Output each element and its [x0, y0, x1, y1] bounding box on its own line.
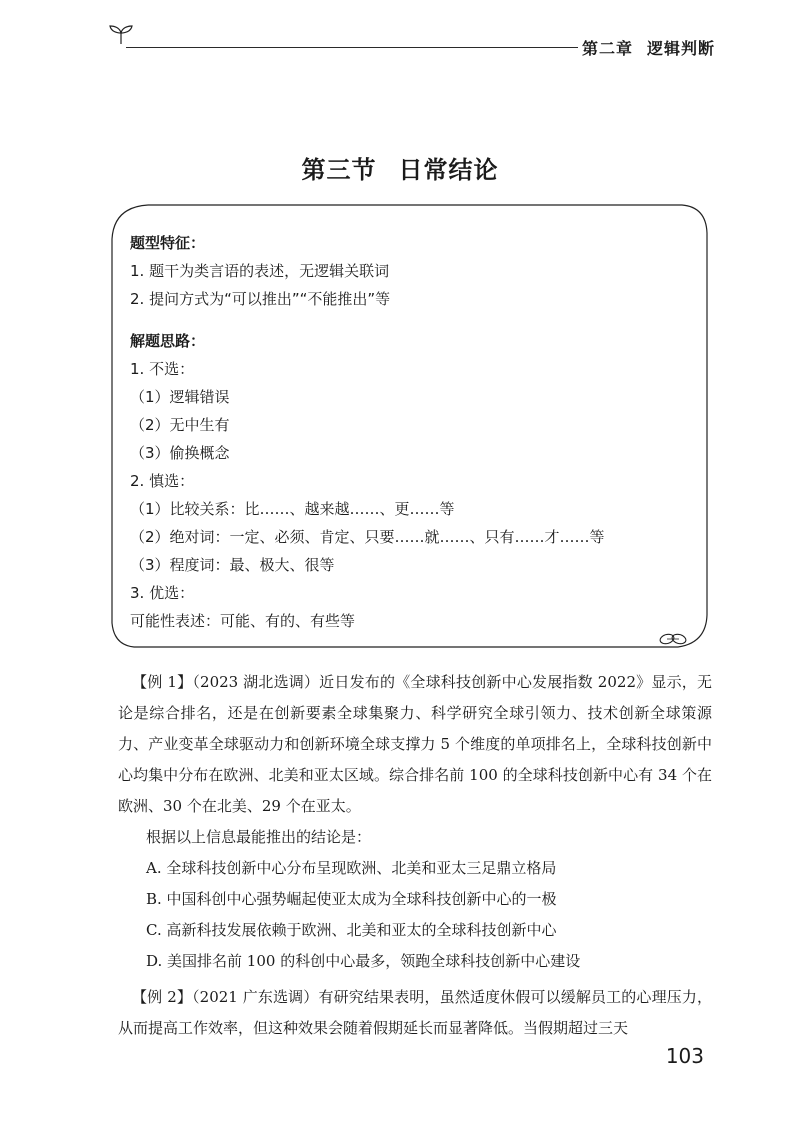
approach-heading: 解题思路：: [130, 332, 206, 350]
section-number: 第三节: [301, 155, 377, 184]
approach-item: （1）逻辑错误: [130, 388, 230, 406]
option-b: B. 中国科创中心强势崛起使亚太成为全球科技创新中心的一极: [146, 890, 557, 908]
example-1-question: 根据以上信息最能推出的结论是：: [146, 828, 372, 846]
example-2: [118, 982, 712, 1044]
approach-item: （3）程度词：最、极大、很等: [130, 556, 335, 574]
chapter-title: 逻辑判断: [647, 39, 716, 58]
feature-item: 2. 提问方式为“可以推出”“不能推出”等: [130, 290, 391, 308]
approach-item: （1）比较关系：比……、越来越……、更……等: [130, 500, 455, 518]
approach-item: （2）绝对词：一定、必须、肯定、只要……就……、只有……才……等: [130, 528, 605, 546]
example-1: [118, 667, 712, 977]
section-name: 日常结论: [398, 155, 499, 184]
option-c: C. 高新科技发展依赖于欧洲、北美和亚太的全球科技创新中心: [146, 921, 557, 939]
option-d: D. 美国排名前 100 的科创中心最多，领跑全球科技创新中心建设: [146, 952, 581, 970]
chapter-number: 第二章: [582, 39, 634, 58]
approach-item: 可能性表述：可能、有的、有些等: [130, 612, 356, 630]
example-2-paragraph: 【例 2】（2021 广东选调）有研究结果表明，虽然适度休假可以缓解员工的心理压力，从而提高工作效率，但这种效果会随着假期延长而显著降低。当假期超过三天: [118, 988, 712, 1037]
tips-content: [130, 229, 605, 635]
example-1-paragraph: 【例 1】（2023 湖北选调）近日发布的《全球科技创新中心发展指数 2022》显示，无论是综合排名，还是在创新要素全球集聚力、科学研究全球引领力、技术创新全球策源力、产业变革全球驱动力和创新环境全球支撑力 5 个维度的单项排名上，全球科技创新中心均集中分布在欧洲、北美和亚太区域。综合排名前 100 的全球科技创新中心有 34 个在欧洲、30 个在北美、29 个在亚太。: [118, 673, 712, 815]
page-number: 103: [665, 1044, 704, 1068]
features-heading: 题型特征：: [130, 234, 206, 252]
leaf-ornament-icon: [658, 632, 688, 646]
sprout-icon: [108, 24, 134, 46]
approach-item: 2. 慎选：: [130, 472, 195, 490]
approach-item: 3. 优选：: [130, 584, 195, 602]
feature-item: 1. 题干为类言语的表述，无逻辑关联词: [130, 262, 390, 280]
approach-item: 1. 不选：: [130, 360, 195, 378]
approach-item: （3）偷换概念: [130, 444, 230, 462]
header-rule: [126, 47, 578, 48]
approach-item: （2）无中生有: [130, 416, 230, 434]
tips-box: [110, 203, 710, 650]
section-title: [0, 150, 800, 185]
option-a: A. 全球科技创新中心分布呈现欧洲、北美和亚太三足鼎立格局: [146, 859, 557, 877]
running-header: [582, 36, 715, 59]
